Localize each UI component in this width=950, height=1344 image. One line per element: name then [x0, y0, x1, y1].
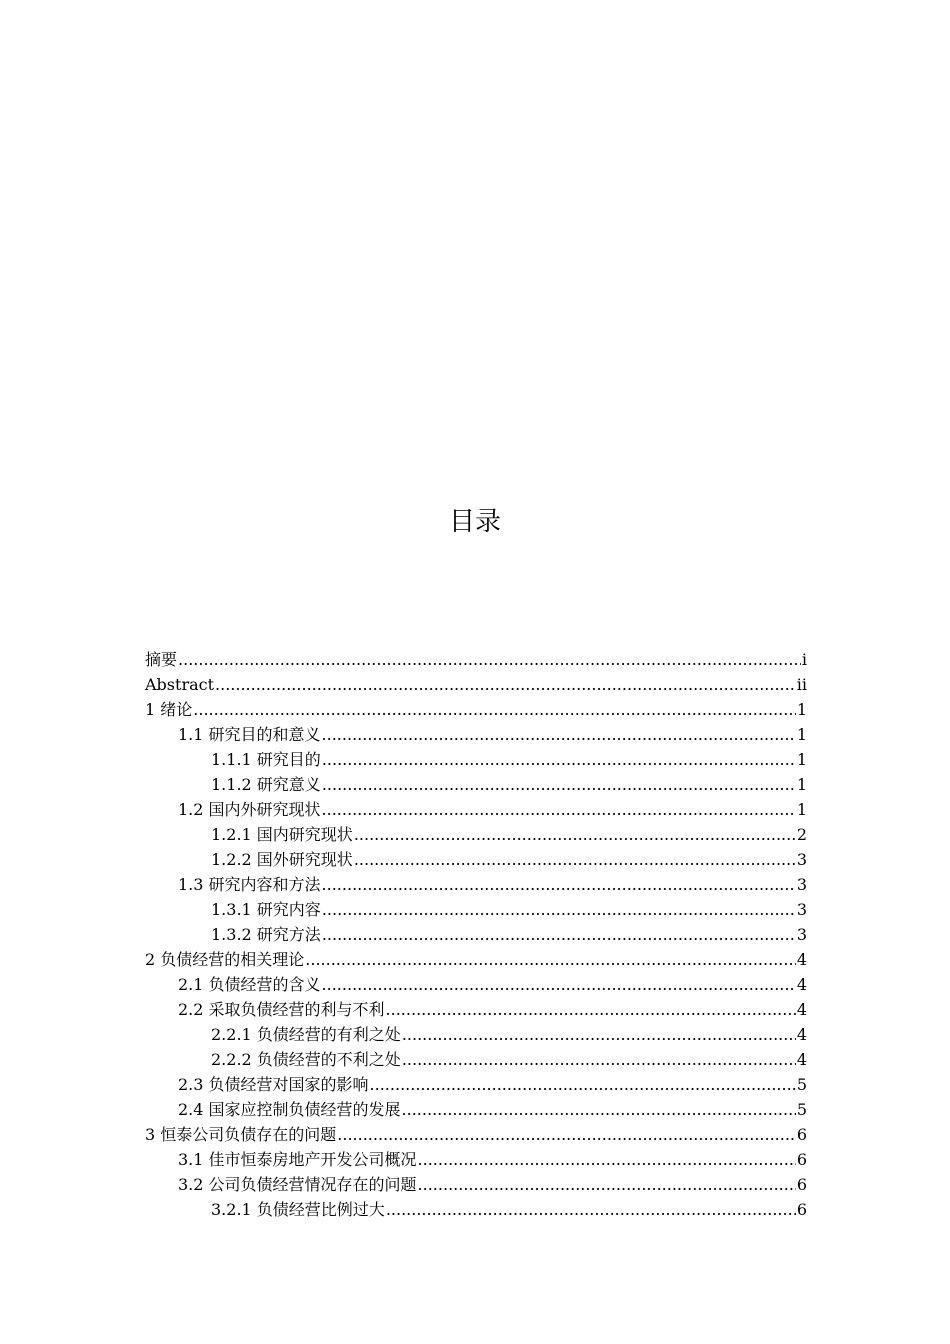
toc-entry[interactable]: [145, 1047, 807, 1072]
dot-leader: [322, 922, 796, 947]
dot-leader: [322, 872, 796, 897]
toc-entry-page-number: 3: [796, 925, 807, 944]
toc-entry[interactable]: [145, 647, 807, 672]
dot-leader: [322, 897, 796, 922]
toc-entry[interactable]: [145, 997, 807, 1022]
toc-entry-page-number: 1: [796, 775, 807, 794]
toc-entry[interactable]: [145, 797, 807, 822]
toc-entry-label: 1.1.1 研究目的: [211, 750, 321, 769]
dot-leader: [193, 697, 796, 722]
toc-entry[interactable]: [145, 897, 807, 922]
toc-entry-page-number: 5: [796, 1100, 807, 1119]
dot-leader: [402, 1047, 796, 1072]
toc-entry[interactable]: [145, 972, 807, 997]
toc-entry-page-number: i: [801, 650, 807, 669]
toc-entry-label: 2 负债经营的相关理论: [145, 950, 305, 969]
toc-entry-label: 3 恒泰公司负债存在的问题: [145, 1125, 337, 1144]
dot-leader: [322, 772, 796, 797]
toc-entry-label: 1.2 国内外研究现状: [178, 800, 321, 819]
dot-leader: [370, 1072, 796, 1097]
toc-entry[interactable]: [145, 1022, 807, 1047]
toc-entry[interactable]: [145, 1122, 807, 1147]
toc-entry-label: 2.1 负债经营的含义: [178, 975, 321, 994]
toc-entry-label: 3.1 佳市恒泰房地产开发公司概况: [178, 1150, 417, 1169]
dot-leader: [354, 847, 796, 872]
dot-leader: [322, 797, 796, 822]
toc-entry-page-number: 1: [796, 700, 807, 719]
toc-entry[interactable]: [145, 947, 807, 972]
table-of-contents: [145, 647, 807, 1222]
toc-title: 目录: [448, 507, 501, 537]
dot-leader: [322, 747, 796, 772]
dot-leader: [386, 1197, 796, 1222]
toc-entry-page-number: ii: [796, 675, 807, 694]
toc-entry-label: 1.3.2 研究方法: [211, 925, 321, 944]
dot-leader: [402, 1097, 796, 1122]
dot-leader: [337, 1122, 796, 1147]
toc-entry[interactable]: [145, 772, 807, 797]
toc-entry-label: 摘要: [145, 650, 178, 669]
toc-entry-label: 2.2 采取负债经营的利与不利: [178, 1000, 385, 1019]
toc-entry[interactable]: [145, 872, 807, 897]
toc-entry-page-number: 4: [796, 950, 807, 969]
toc-entry-label: 1.3 研究内容和方法: [178, 875, 321, 894]
toc-entry-page-number: 1: [796, 800, 807, 819]
toc-entry-label: 2.2.1 负债经营的有利之处: [211, 1025, 401, 1044]
toc-entry-label: 1.2.1 国内研究现状: [211, 825, 353, 844]
dot-leader: [402, 1022, 796, 1047]
toc-entry-page-number: 4: [796, 1000, 807, 1019]
toc-entry-page-number: 6: [796, 1125, 807, 1144]
dot-leader: [418, 1172, 796, 1197]
dot-leader: [322, 972, 796, 997]
toc-entry-page-number: 5: [796, 1075, 807, 1094]
toc-entry[interactable]: [145, 922, 807, 947]
toc-entry-page-number: 3: [796, 875, 807, 894]
toc-entry[interactable]: [145, 1197, 807, 1222]
toc-entry-label: 1.1 研究目的和意义: [178, 725, 321, 744]
toc-entry-page-number: 4: [796, 1025, 807, 1044]
toc-entry[interactable]: [145, 672, 807, 697]
dot-leader: [178, 647, 801, 672]
toc-entry-label: 2.2.2 负债经营的不利之处: [211, 1050, 401, 1069]
toc-entry[interactable]: [145, 722, 807, 747]
toc-entry[interactable]: [145, 1147, 807, 1172]
toc-entry[interactable]: [145, 747, 807, 772]
dot-leader: [322, 722, 796, 747]
dot-leader: [386, 997, 796, 1022]
toc-entry-label: 1.1.2 研究意义: [211, 775, 321, 794]
toc-entry[interactable]: [145, 1172, 807, 1197]
dot-leader: [418, 1147, 796, 1172]
toc-entry-page-number: 6: [796, 1150, 807, 1169]
toc-entry-page-number: 6: [796, 1175, 807, 1194]
toc-entry-page-number: 1: [796, 750, 807, 769]
toc-entry-label: Abstract: [145, 675, 215, 694]
toc-entry-label: 2.4 国家应控制负债经营的发展: [178, 1100, 401, 1119]
toc-entry[interactable]: [145, 822, 807, 847]
toc-entry[interactable]: [145, 847, 807, 872]
toc-entry-page-number: 1: [796, 725, 807, 744]
toc-entry-label: 1 绪论: [145, 700, 193, 719]
toc-entry[interactable]: [145, 1097, 807, 1122]
toc-entry-label: 3.2.1 负债经营比例过大: [211, 1200, 385, 1219]
toc-entry-page-number: 3: [796, 850, 807, 869]
toc-entry-page-number: 4: [796, 1050, 807, 1069]
toc-entry-page-number: 2: [796, 825, 807, 844]
toc-entry-label: 3.2 公司负债经营情况存在的问题: [178, 1175, 417, 1194]
toc-entry-page-number: 3: [796, 900, 807, 919]
toc-entry-page-number: 4: [796, 975, 807, 994]
toc-entry-label: 2.3 负债经营对国家的影响: [178, 1075, 369, 1094]
toc-entry[interactable]: [145, 697, 807, 722]
toc-entry-page-number: 6: [796, 1200, 807, 1219]
toc-entry-label: 1.3.1 研究内容: [211, 900, 321, 919]
dot-leader: [215, 672, 796, 697]
toc-entry-label: 1.2.2 国外研究现状: [211, 850, 353, 869]
dot-leader: [305, 947, 796, 972]
toc-entry[interactable]: [145, 1072, 807, 1097]
dot-leader: [354, 822, 796, 847]
